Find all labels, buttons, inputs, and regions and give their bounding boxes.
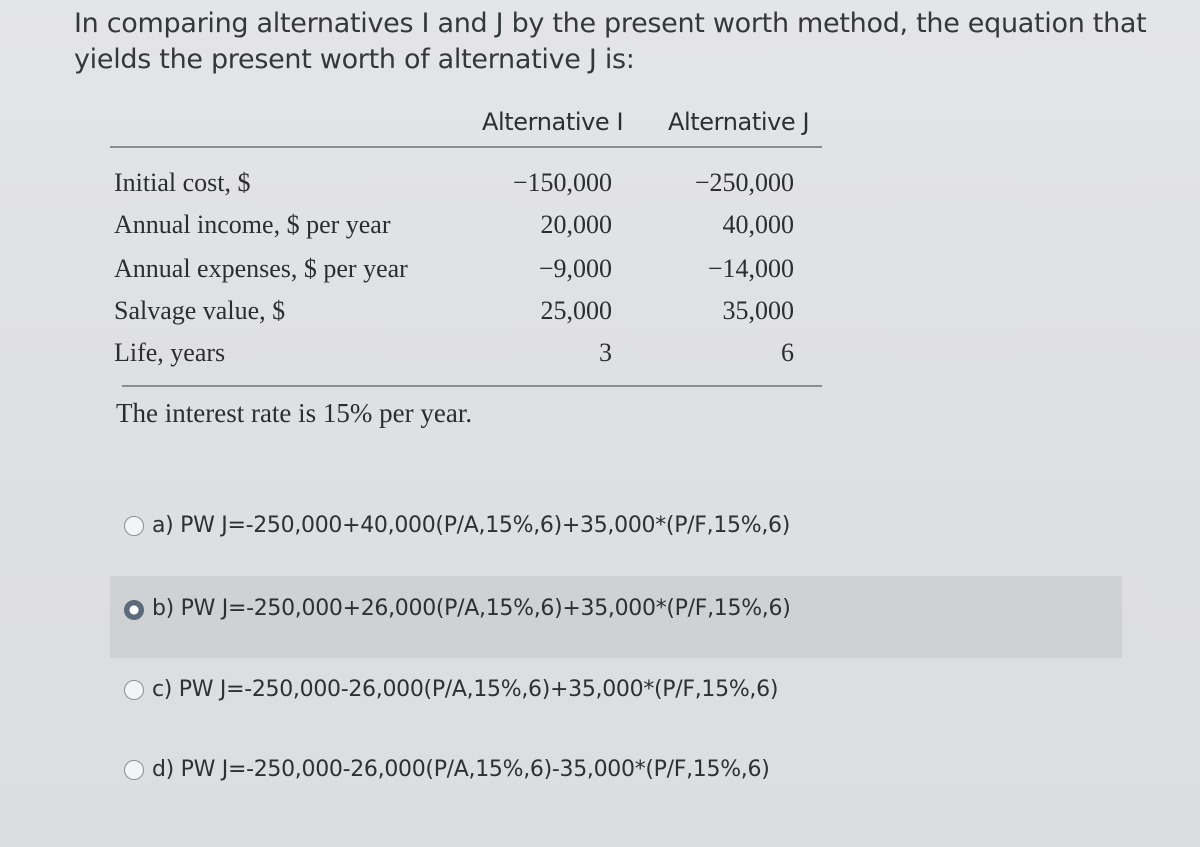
table-row-annual-expenses	[110, 254, 822, 294]
row-label: Initial cost, $	[114, 168, 251, 197]
column-header-alternative-i: Alternative I	[482, 108, 624, 136]
answer-option-d[interactable]	[110, 734, 1122, 816]
value-alternative-j: 40,000	[722, 210, 794, 239]
value-alternative-i: 20,000	[540, 210, 612, 239]
option-label: b) PW J=-250,000+26,000(P/A,15%,6)+35,000*(P/F,15%,6)	[152, 596, 791, 621]
option-label: a) PW J=-250,000+40,000(P/A,15%,6)+35,000*(P/F,15%,6)	[152, 513, 790, 538]
interest-rate-note: The interest rate is 15% per year.	[116, 398, 473, 428]
answer-option-a[interactable]	[110, 486, 1122, 568]
table-top-rule	[110, 146, 822, 148]
radio-button-icon[interactable]	[124, 516, 144, 536]
row-label: Annual income, $ per year	[114, 210, 391, 239]
table-row-annual-income	[110, 210, 822, 250]
option-label: d) PW J=-250,000-26,000(P/A,15%,6)-35,000*(P/F,15%,6)	[152, 757, 770, 782]
answer-option-c[interactable]	[110, 654, 1122, 736]
table-bottom-rule	[122, 385, 822, 387]
row-label: Annual expenses, $ per year	[114, 254, 408, 283]
value-alternative-i: 3	[599, 338, 612, 367]
radio-button-selected-icon[interactable]	[124, 600, 144, 620]
value-alternative-i: −9,000	[538, 254, 612, 283]
table-row-life-years	[110, 338, 822, 378]
value-alternative-i: −150,000	[512, 168, 612, 197]
value-alternative-j: 6	[781, 338, 794, 367]
option-label: c) PW J=-250,000-26,000(P/A,15%,6)+35,000*(P/F,15%,6)	[152, 677, 779, 702]
column-header-alternative-j: Alternative J	[668, 108, 810, 136]
value-alternative-j: −250,000	[694, 168, 794, 197]
row-label: Life, years	[114, 338, 226, 367]
value-alternative-j: 35,000	[722, 296, 794, 325]
value-alternative-j: −14,000	[707, 254, 794, 283]
radio-button-icon[interactable]	[124, 680, 144, 700]
question-text: In comparing alternatives I and J by the present worth method, the equation that yields the present worth of alternative J is:	[74, 8, 1147, 75]
row-label: Salvage value, $	[114, 296, 286, 325]
table-row-salvage-value	[110, 296, 822, 336]
radio-button-icon[interactable]	[124, 760, 144, 780]
table-row-initial-cost	[110, 168, 822, 208]
value-alternative-i: 25,000	[540, 296, 612, 325]
data-table	[110, 108, 822, 390]
answer-option-b[interactable]	[110, 576, 1122, 658]
